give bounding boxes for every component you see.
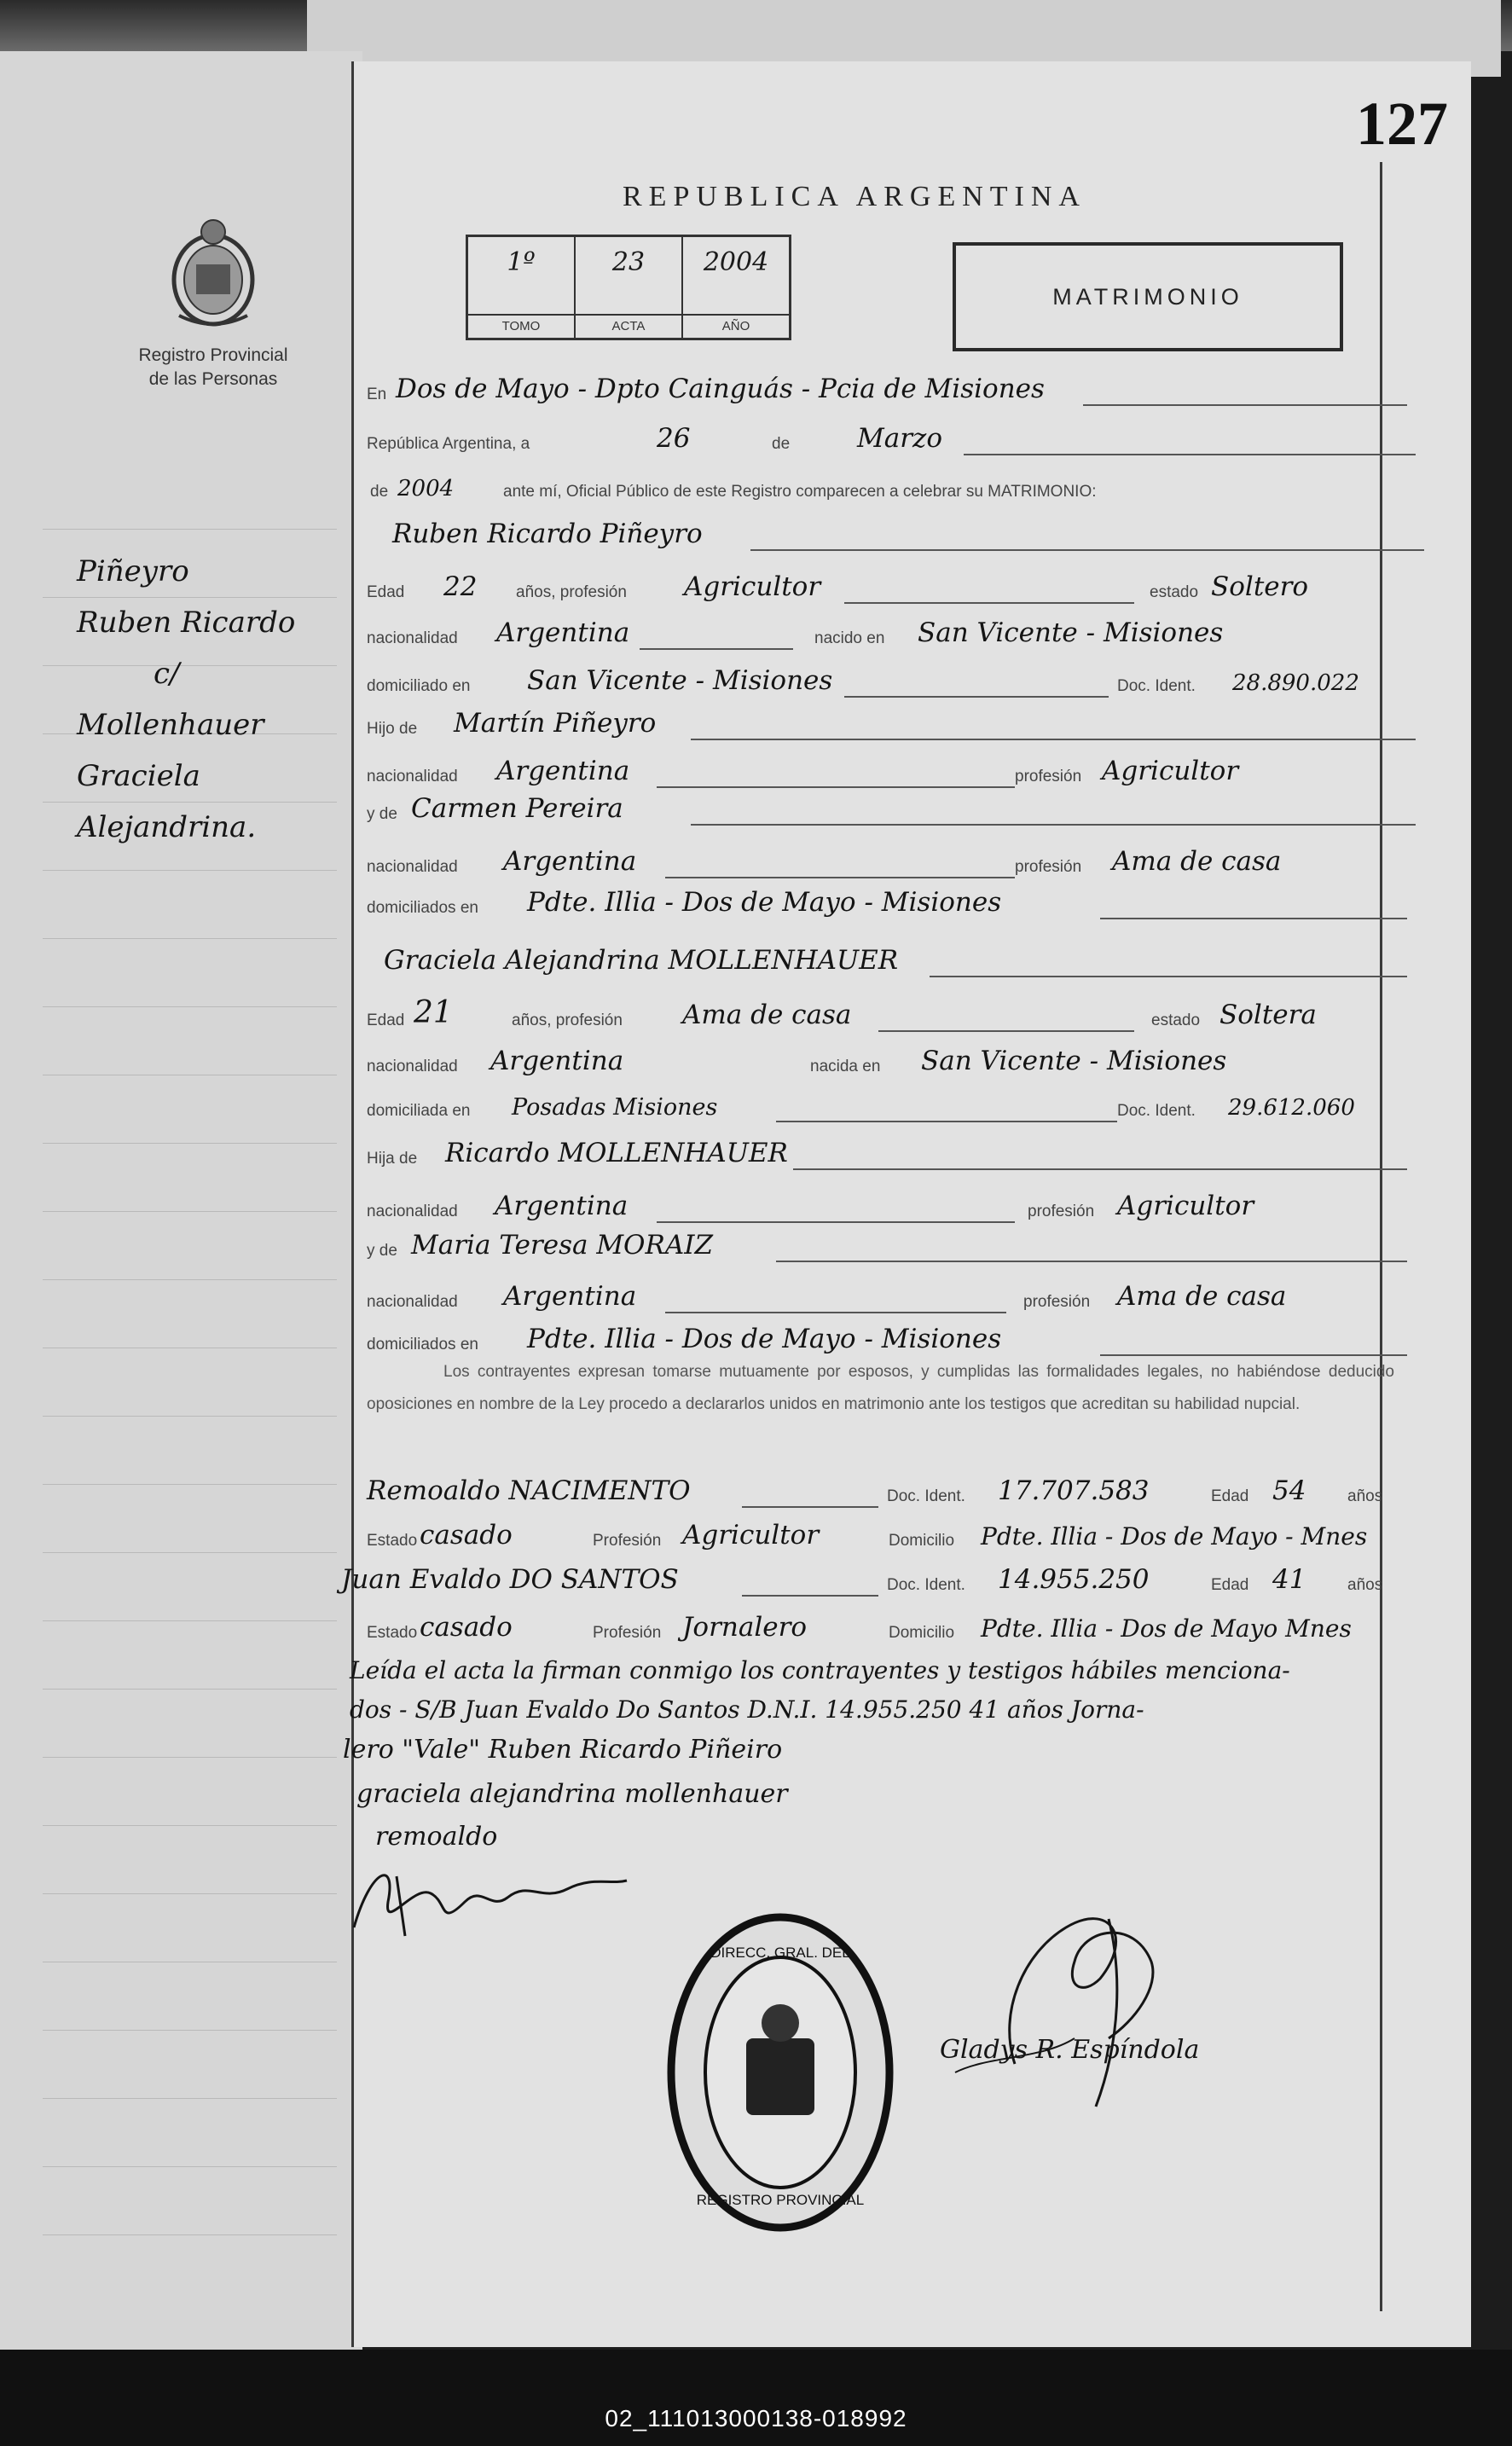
bride-father-nationality: Argentina bbox=[495, 1191, 629, 1221]
witness-2-profession: Jornalero bbox=[682, 1612, 808, 1643]
bride-name-row bbox=[367, 945, 1416, 979]
bride-doc: 29.612.060 bbox=[1228, 1095, 1355, 1121]
de-label: de bbox=[772, 435, 791, 453]
groom-age-row bbox=[367, 571, 1416, 606]
profesion-label: profesión bbox=[1028, 1203, 1095, 1220]
witness-1-name: Remoaldo NACIMENTO bbox=[367, 1475, 691, 1506]
bride-nationality-row bbox=[367, 1046, 1416, 1080]
country-heading: REPUBLICA ARGENTINA bbox=[623, 181, 1086, 212]
witness-signature: remoaldo bbox=[375, 1822, 498, 1852]
profesion-label: años, profesión bbox=[512, 1011, 623, 1029]
acta-cell bbox=[576, 237, 683, 338]
margin-line: Piñeyro bbox=[77, 554, 189, 588]
domicilio-label: Domicilio bbox=[889, 1532, 955, 1550]
scan-file-id: 02_111013000138-018992 bbox=[605, 2405, 907, 2432]
ruled-line bbox=[43, 1552, 337, 1553]
witness-2-domicile: Pdte. Illia - Dos de Mayo Mnes bbox=[981, 1614, 1352, 1643]
acta-label: ACTA bbox=[576, 314, 681, 338]
page-number: 127 bbox=[1356, 90, 1448, 158]
bride-mother-nationality: Argentina bbox=[503, 1281, 637, 1312]
witness-2-doc: 14.955.250 bbox=[998, 1564, 1150, 1595]
estado-label: Estado bbox=[367, 1532, 418, 1550]
tomo-label: TOMO bbox=[468, 314, 574, 338]
groom-domicile: San Vicente - Misiones bbox=[527, 665, 833, 696]
closing-note-line: dos - S/B Juan Evaldo Do Santos D.N.I. 14.955.250 41 años Jorna- bbox=[350, 1695, 1144, 1724]
groom-mother-nat-row bbox=[367, 846, 1416, 880]
nacionalidad-label: nacionalidad bbox=[367, 629, 458, 647]
day-value: 26 bbox=[657, 423, 691, 454]
fill-line bbox=[878, 1030, 1134, 1032]
margin-line: c/ bbox=[154, 657, 180, 691]
bride-parents-domicile-row bbox=[367, 1324, 1416, 1358]
profesion-label: años, profesión bbox=[516, 583, 627, 601]
fill-line bbox=[742, 1506, 878, 1508]
fill-line bbox=[1083, 404, 1407, 406]
fill-line bbox=[844, 602, 1134, 604]
fill-line bbox=[640, 648, 793, 650]
witness-1-details-row bbox=[367, 1520, 1416, 1554]
anos-label: años bbox=[1347, 1576, 1383, 1594]
bride-signature: graciela alejandrina mollenhauer bbox=[356, 1779, 788, 1809]
fill-line bbox=[776, 1121, 1117, 1122]
ruled-line bbox=[43, 1620, 337, 1621]
svg-text:DIRECC. GRAL. DEL: DIRECC. GRAL. DEL bbox=[710, 1945, 850, 1961]
republica-label: República Argentina, a bbox=[367, 435, 530, 453]
ruled-line bbox=[43, 1757, 337, 1758]
ruled-line bbox=[43, 938, 337, 939]
groom-parents-domicile-row bbox=[367, 887, 1416, 921]
witness-2-name: Juan Evaldo DO SANTOS bbox=[341, 1564, 679, 1595]
bride-profession: Ama de casa bbox=[682, 1000, 852, 1030]
estado-label: Estado bbox=[367, 1624, 418, 1642]
svg-text:REGISTRO PROVINCIAL: REGISTRO PROVINCIAL bbox=[696, 2192, 865, 2208]
ruled-line bbox=[43, 2030, 337, 2031]
bride-name: Graciela Alejandrina MOLLENHAUER bbox=[384, 945, 899, 976]
ruled-line bbox=[43, 529, 337, 530]
fill-line bbox=[742, 1595, 878, 1597]
nacionalidad-label: nacionalidad bbox=[367, 768, 458, 785]
ruled-line bbox=[43, 1006, 337, 1007]
officer-name: Gladys R. Espíndola bbox=[940, 2035, 1200, 2065]
bride-father-row bbox=[367, 1138, 1416, 1172]
groom-father-nationality: Argentina bbox=[496, 756, 630, 786]
groom-birthplace: San Vicente - Misiones bbox=[918, 617, 1224, 648]
anos-label: años bbox=[1347, 1487, 1383, 1505]
fill-line bbox=[665, 877, 1015, 878]
domiciliados-label: domiciliados en bbox=[367, 899, 478, 917]
document-type-box: MATRIMONIO bbox=[953, 242, 1343, 351]
bride-estado: Soltera bbox=[1219, 1000, 1317, 1030]
ruled-line bbox=[43, 1279, 337, 1280]
groom-mother-nationality: Argentina bbox=[503, 846, 637, 877]
witness-1-profession: Agricultor bbox=[682, 1520, 820, 1550]
groom-domicile-row bbox=[367, 665, 1416, 699]
fill-line bbox=[964, 454, 1416, 455]
bride-father: Ricardo MOLLENHAUER bbox=[445, 1138, 788, 1168]
intro-year-row bbox=[367, 471, 1416, 505]
bride-age-row bbox=[367, 995, 1416, 1034]
groom-estado: Soltero bbox=[1211, 571, 1309, 602]
estado-label: estado bbox=[1151, 1011, 1201, 1029]
fill-line bbox=[665, 1312, 1006, 1313]
registry-line-1: Registro Provincial bbox=[138, 345, 288, 365]
ruled-line bbox=[43, 1893, 337, 1894]
margin-line: Ruben Ricardo bbox=[77, 606, 296, 640]
ano-value: 2004 bbox=[703, 247, 769, 277]
witness-signature-scribble-icon bbox=[345, 1851, 635, 1945]
witness-2-row bbox=[341, 1564, 1416, 1598]
bride-nationality: Argentina bbox=[490, 1046, 624, 1076]
ano-cell bbox=[683, 237, 789, 338]
groom-father-profession: Agricultor bbox=[1102, 756, 1239, 786]
en-label: En bbox=[367, 385, 387, 403]
margin-line: Graciela bbox=[77, 759, 200, 793]
bride-domicile-row bbox=[367, 1090, 1416, 1124]
declaration-paragraph: Los contrayentes expresan tomarse mutuamente por esposos, y cumplidas las formalidades legales, no habiéndose deducido oposiciones en nombre de la Ley procedo a declararlos unidos en matrimonio ante los testigos que acreditan su habilidad nupcial. bbox=[367, 1363, 1394, 1413]
intro-place-row bbox=[367, 374, 1416, 408]
fill-line bbox=[657, 786, 1015, 788]
witness-1-domicile: Pdte. Illia - Dos de Mayo - Mnes bbox=[981, 1522, 1368, 1550]
profesion-label: profesión bbox=[1015, 768, 1082, 785]
year-prefix: de bbox=[370, 483, 389, 501]
groom-nationality-row bbox=[367, 617, 1416, 652]
registry-label bbox=[111, 344, 316, 391]
nacionalidad-label: nacionalidad bbox=[367, 1293, 458, 1311]
doc-ident-label: Doc. Ident. bbox=[887, 1576, 965, 1594]
closing-note-line: Leída el acta la firman conmigo los contrayentes y testigos hábiles menciona- bbox=[350, 1656, 1290, 1684]
left-ledger-page bbox=[0, 51, 362, 2354]
groom-father: Martín Piñeyro bbox=[454, 708, 657, 739]
groom-mother-row bbox=[367, 793, 1416, 827]
margin-line: Mollenhauer bbox=[77, 708, 264, 742]
nacionalidad-label: nacionalidad bbox=[367, 1058, 458, 1075]
profesion-label: profesión bbox=[1023, 1293, 1091, 1311]
profesion-label: Profesión bbox=[593, 1532, 662, 1550]
edad-label: Edad bbox=[367, 1011, 405, 1029]
groom-parents-domicile: Pdte. Illia - Dos de Mayo - Misiones bbox=[527, 887, 1002, 918]
ruled-line bbox=[43, 2234, 337, 2235]
nacido-label: nacido en bbox=[814, 629, 885, 647]
provincial-emblem-icon bbox=[162, 213, 264, 333]
groom-father-row bbox=[367, 708, 1416, 742]
groom-age: 22 bbox=[443, 571, 478, 602]
ruled-line bbox=[43, 1143, 337, 1144]
official-seal-icon bbox=[665, 1910, 895, 2234]
groom-name: Ruben Ricardo Piñeyro bbox=[392, 519, 703, 549]
y-de-label: y de bbox=[367, 1242, 397, 1260]
domiciliada-label: domiciliada en bbox=[367, 1102, 471, 1120]
margin-annotation bbox=[77, 546, 295, 853]
doc-ident-label: Doc. Ident. bbox=[1117, 677, 1196, 695]
officer-signature-icon bbox=[938, 1868, 1296, 2132]
doc-ident-label: Doc. Ident. bbox=[887, 1487, 965, 1505]
bride-mother-nat-row bbox=[367, 1281, 1416, 1315]
bride-parents-domicile: Pdte. Illia - Dos de Mayo - Misiones bbox=[527, 1324, 1002, 1354]
groom-name-row bbox=[367, 519, 1416, 553]
fill-line bbox=[844, 696, 1109, 698]
ruled-line bbox=[43, 2098, 337, 2099]
edad-label: Edad bbox=[1211, 1487, 1249, 1505]
witness-2-age: 41 bbox=[1272, 1564, 1306, 1595]
bride-mother-row bbox=[367, 1230, 1416, 1264]
profesion-label: profesión bbox=[1015, 858, 1082, 876]
witness-2-details-row bbox=[367, 1612, 1416, 1646]
profesion-label: Profesión bbox=[593, 1624, 662, 1642]
bride-father-nat-row bbox=[367, 1191, 1416, 1225]
fill-line bbox=[657, 1221, 1015, 1223]
ruled-line bbox=[43, 1825, 337, 1826]
y-de-label: y de bbox=[367, 805, 397, 823]
month-value: Marzo bbox=[857, 423, 943, 454]
groom-mother: Carmen Pereira bbox=[411, 793, 623, 824]
nacionalidad-label: nacionalidad bbox=[367, 1203, 458, 1220]
groom-father-nat-row bbox=[367, 756, 1416, 790]
closing-note-line: lero "Vale" Ruben Ricardo Piñeiro bbox=[343, 1735, 783, 1765]
act-reference-box bbox=[466, 235, 791, 340]
fill-line bbox=[1100, 918, 1407, 919]
witness-1-age: 54 bbox=[1272, 1475, 1306, 1506]
appearance-statement: ante mí, Oficial Público de este Registro comparecen a celebrar su MATRIMONIO: bbox=[503, 483, 1097, 501]
registry-line-2: de las Personas bbox=[148, 369, 278, 389]
ruled-line bbox=[43, 870, 337, 871]
edad-label: Edad bbox=[1211, 1576, 1249, 1594]
ruled-line bbox=[43, 1689, 337, 1690]
fill-line bbox=[750, 549, 1424, 551]
nacida-label: nacida en bbox=[810, 1058, 881, 1075]
tomo-cell bbox=[468, 237, 576, 338]
acta-value: 23 bbox=[611, 247, 646, 277]
witness-1-row bbox=[367, 1475, 1416, 1510]
groom-nationality: Argentina bbox=[496, 617, 630, 648]
groom-doc: 28.890.022 bbox=[1232, 670, 1359, 696]
witness-2-estado: casado bbox=[420, 1612, 513, 1643]
intro-date-row bbox=[367, 423, 1416, 457]
fill-line bbox=[776, 1261, 1407, 1262]
ano-label: AÑO bbox=[683, 314, 789, 338]
bride-birthplace: San Vicente - Misiones bbox=[921, 1046, 1227, 1076]
bride-age: 21 bbox=[414, 995, 453, 1030]
margin-line: Alejandrina. bbox=[77, 810, 257, 844]
witness-1-doc: 17.707.583 bbox=[998, 1475, 1150, 1506]
hijo-label: Hijo de bbox=[367, 720, 418, 738]
edad-label: Edad bbox=[367, 583, 405, 601]
hija-label: Hija de bbox=[367, 1150, 418, 1168]
bride-father-profession: Agricultor bbox=[1117, 1191, 1254, 1221]
fill-line bbox=[930, 976, 1407, 977]
ruled-line bbox=[43, 1484, 337, 1485]
tomo-value: 1º bbox=[507, 247, 536, 277]
bride-mother: Maria Teresa MORAIZ bbox=[411, 1230, 713, 1261]
groom-mother-profession: Ama de casa bbox=[1112, 846, 1282, 877]
ruled-line bbox=[43, 2166, 337, 2167]
estado-label: estado bbox=[1150, 583, 1199, 601]
year-value: 2004 bbox=[397, 476, 455, 501]
domiciliados-label: domiciliados en bbox=[367, 1336, 478, 1353]
doc-ident-label: Doc. Ident. bbox=[1117, 1102, 1196, 1120]
groom-profession: Agricultor bbox=[684, 571, 821, 602]
place-value: Dos de Mayo - Dpto Cainguás - Pcia de Misiones bbox=[396, 374, 1045, 404]
nacionalidad-label: nacionalidad bbox=[367, 858, 458, 876]
witness-1-estado: casado bbox=[420, 1520, 513, 1550]
domicilio-label: Domicilio bbox=[889, 1624, 955, 1642]
bride-domicile: Posadas Misiones bbox=[512, 1094, 718, 1121]
domiciliado-label: domiciliado en bbox=[367, 677, 471, 695]
bride-mother-profession: Ama de casa bbox=[1117, 1281, 1287, 1312]
ruled-line bbox=[43, 1416, 337, 1417]
ruled-line bbox=[43, 1211, 337, 1212]
fill-line bbox=[793, 1168, 1407, 1170]
fill-line bbox=[691, 739, 1416, 740]
fill-line bbox=[691, 824, 1416, 826]
